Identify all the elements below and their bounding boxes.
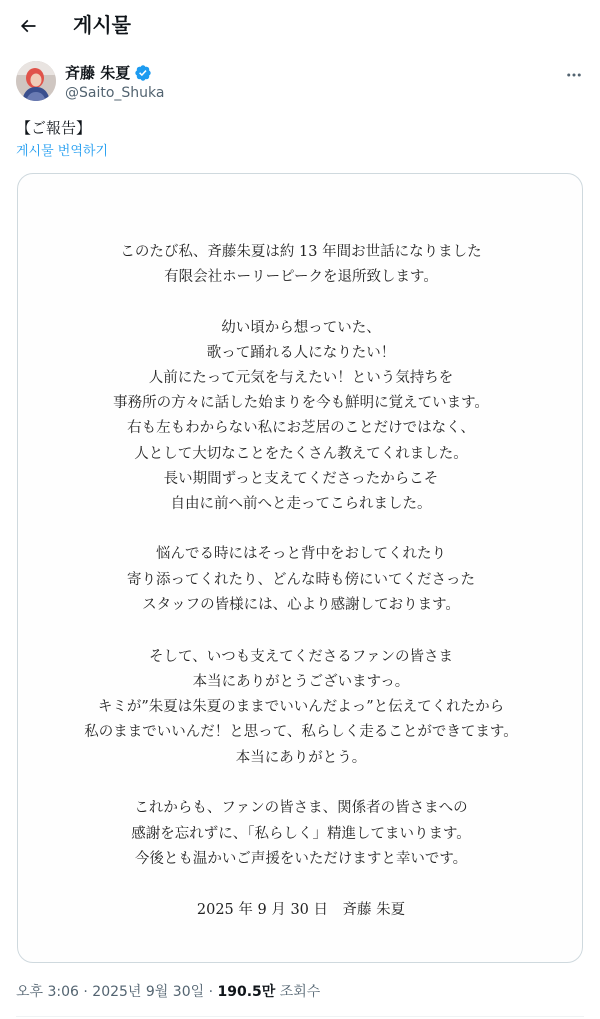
letter-line: 本当にありがとうございますっ。	[192, 674, 410, 690]
letter-line: そして、いつも支えてくださるファンの皆さま	[149, 649, 453, 665]
letter-line: 今後とも温かいご声援をいただけますと幸いです。	[134, 851, 468, 867]
letter-line: 人前にたって元気を与えたい！という気持ちを	[148, 370, 454, 386]
letter-line: 私のままでいいんだ！と思って、私らしく走ることができてます。	[84, 724, 518, 740]
divider	[16, 1016, 584, 1017]
page-title: 게시물	[73, 13, 131, 37]
letter-line: 長い期間ずっと支えてくださったからこそ	[163, 471, 439, 487]
letter-line: 人として大切なことをたくさん教えてくれました。	[134, 446, 468, 462]
views-label: 조회수	[275, 984, 321, 1000]
letter-line: キミが”朱夏は朱夏のままでいいんだよっ”と伝えてくれたから	[97, 699, 505, 715]
letter-line: 幼い頃から想っていた、	[221, 320, 381, 336]
letter-line: 有限会社ホーリーピークを退所致します。	[164, 269, 438, 285]
letter-line: 歌って踊れる人になりたい！	[206, 345, 396, 361]
post-metadata	[16, 982, 320, 1002]
more-options-button[interactable]	[560, 61, 588, 89]
views-count: 190.5만	[217, 984, 276, 1000]
post-text: 【ご報告】	[16, 119, 92, 137]
letter-line: 感謝を忘れずに、「私らしく」精進してまいります。	[131, 826, 471, 842]
post-date[interactable]: 2025년 9월 30일	[92, 984, 205, 1000]
more-options-icon	[565, 66, 583, 84]
letter-line: 事務所の方々に話した始まりを今も鮮明に覚えています。	[113, 395, 489, 411]
translate-post-link[interactable]: 게시물 번역하기	[16, 144, 109, 159]
meta-separator: ·	[204, 984, 218, 1000]
avatar[interactable]	[16, 61, 56, 101]
display-name[interactable]: 斉藤 朱夏	[65, 64, 131, 82]
letter-line: 寄り添ってくれたり、どんな時も傍にいてくださった	[127, 572, 475, 588]
post-image[interactable]	[17, 173, 583, 963]
top-bar	[0, 0, 600, 52]
back-button[interactable]	[10, 8, 46, 44]
user-handle[interactable]: @Saito_Shuka	[65, 85, 165, 101]
post-author	[16, 61, 584, 105]
post-time[interactable]: 오후 3:06	[16, 984, 79, 1000]
letter-image	[18, 174, 583, 963]
letter-signature: 2025 年 9 月 30 日 斉藤 朱夏	[196, 902, 406, 918]
verified-badge-icon[interactable]	[134, 64, 152, 82]
meta-separator: ·	[78, 984, 93, 1000]
letter-line: 本当にありがとう。	[235, 750, 367, 766]
letter-line: 右も左もわからない私にお芝居のことだけではなく、	[127, 420, 475, 436]
back-arrow-icon	[18, 16, 38, 36]
letter-line: スタッフの皆様には、心より感謝しております。	[142, 597, 460, 613]
letter-line: 悩んでる時にはそっと背中をおしてくれたり	[156, 546, 446, 562]
display-name-row	[65, 63, 152, 83]
letter-line: これからも、ファンの皆さま、関係者の皆さまへの	[134, 800, 468, 816]
avatar-image	[16, 61, 56, 101]
letter-line: 自由に前へ前へと走ってこられました。	[170, 496, 432, 512]
letter-line: このたび私、斉藤朱夏は約 13 年間お世話になりました	[120, 244, 482, 260]
